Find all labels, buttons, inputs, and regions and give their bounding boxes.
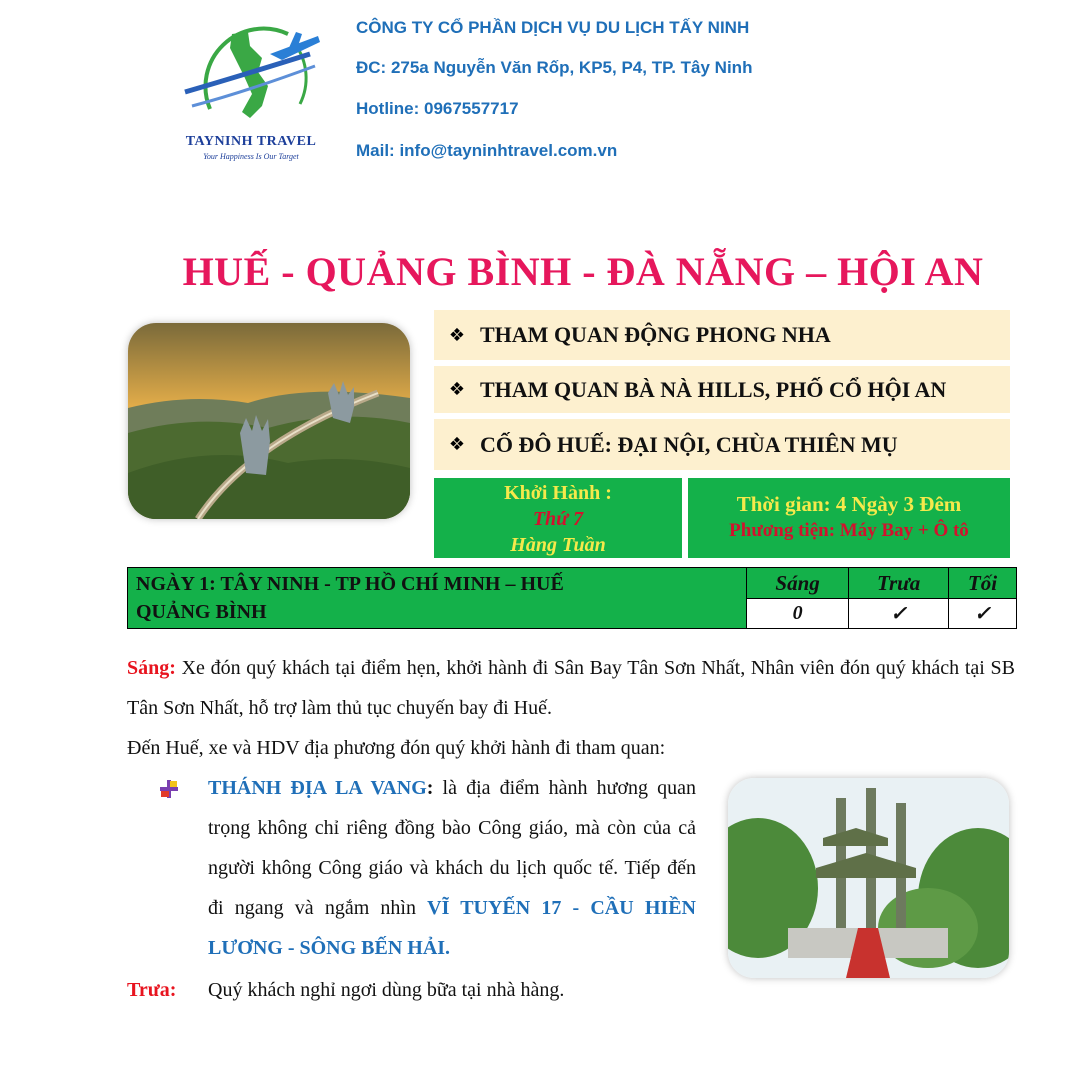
duration-transport: Phương tiện: Máy Bay + Ô tô <box>729 520 969 541</box>
stop-highlight: VĨ TUYẾN 17 - CẦU HIỀN LƯƠNG - SÔNG BẾN HẢI. <box>208 897 696 959</box>
meal-value-dinner: ✓ <box>949 599 1017 629</box>
highlight-text: THAM QUAN BÀ NÀ HILLS, PHỐ CỔ HỘI AN <box>480 376 947 402</box>
diamond-bullet-icon: ❖ <box>448 324 466 346</box>
golden-bridge-photo <box>128 323 410 519</box>
departure-frequency: Hàng Tuần <box>510 534 606 556</box>
diamond-bullet-icon: ❖ <box>448 434 466 455</box>
morning-paragraph <box>127 648 1015 728</box>
morning-text: Xe đón quý khách tại điểm hẹn, khởi hành đi Sân Bay Tân Sơn Nhất, Nhân viên đón quý khách tại SB Tân Sơn Nhất, hỗ trợ làm thủ tục chuyến bay đi Huế. <box>127 657 1015 719</box>
la-vang-paragraph <box>208 768 696 968</box>
stop-text: là địa điểm hành hương quan trọng không chỉ riêng đồng bào Công giáo, mà còn của cả người không Công giáo và khách du lịch quốc tế. Tiếp đến đi ngang và ngắm nhìn <box>208 777 696 919</box>
meal-value-lunch: ✓ <box>849 599 949 629</box>
duration-box <box>688 478 1010 558</box>
departure-day: Thứ 7 <box>532 508 584 530</box>
company-logo <box>170 14 330 174</box>
company-name: CÔNG TY CỔ PHẦN DỊCH VỤ DU LỊCH TẤY NINH <box>356 18 750 37</box>
company-hotline: Hotline: 0967557717 <box>356 99 519 118</box>
highlight-text: CỐ ĐÔ HUẾ: ĐẠI NỘI, CHÙA THIÊN MỤ <box>480 431 898 457</box>
highlight-phong-nha <box>434 310 1010 360</box>
lunch-label: Trưa: <box>127 979 177 1001</box>
highlight-text: THAM QUAN ĐỘNG PHONG NHA <box>480 322 831 347</box>
meal-header-dinner: Tối <box>949 568 1017 599</box>
day1-title-line1: NGÀY 1: TÂY NINH - TP HỒ CHÍ MINH – HUẾ <box>136 573 564 595</box>
logo-globe-icon <box>170 14 330 144</box>
la-vang-monument-photo <box>728 778 1009 978</box>
meal-header-breakfast: Sáng <box>747 568 849 599</box>
logo-slogan-text: Your Happiness Is Our Target <box>203 152 299 161</box>
plus-bullet-icon <box>158 778 180 800</box>
day1-table <box>127 567 1017 629</box>
meal-header-lunch: Trưa <box>849 568 949 599</box>
company-mail: Mail: info@tayninhtravel.com.vn <box>356 141 618 160</box>
duration-time: Thời gian: 4 Ngày 3 Đêm <box>736 492 962 516</box>
day1-title-line2: QUẢNG BÌNH <box>136 601 267 623</box>
departure-label: Khởi Hành : <box>504 482 612 504</box>
logo-brand-text: TAYNINH TRAVEL <box>185 134 317 149</box>
highlight-co-do-hue <box>434 419 1010 470</box>
lunch-text: Quý khách nghỉ ngơi dùng bữa tại nhà hàng. <box>208 979 565 1001</box>
tour-title: HUẾ - QUẢNG BÌNH - ĐÀ NẴNG – HỘI AN <box>182 249 984 294</box>
diamond-bullet-icon: ❖ <box>448 379 466 400</box>
arrival-paragraph: Đến Huế, xe và HDV địa phương đón quý khởi hành đi tham quan: <box>127 737 666 759</box>
highlight-ba-na-hills <box>434 366 1010 413</box>
company-address: ĐC: 275a Nguyễn Văn Rốp, KP5, P4, TP. Tây Ninh <box>356 58 753 77</box>
stop-colon: : <box>426 777 434 799</box>
meal-value-breakfast: 0 <box>747 599 849 629</box>
departure-box <box>434 478 682 558</box>
morning-label: Sáng: <box>127 657 176 679</box>
stop-name: THÁNH ĐỊA LA VANG <box>208 777 427 799</box>
day1-title <box>128 568 747 629</box>
